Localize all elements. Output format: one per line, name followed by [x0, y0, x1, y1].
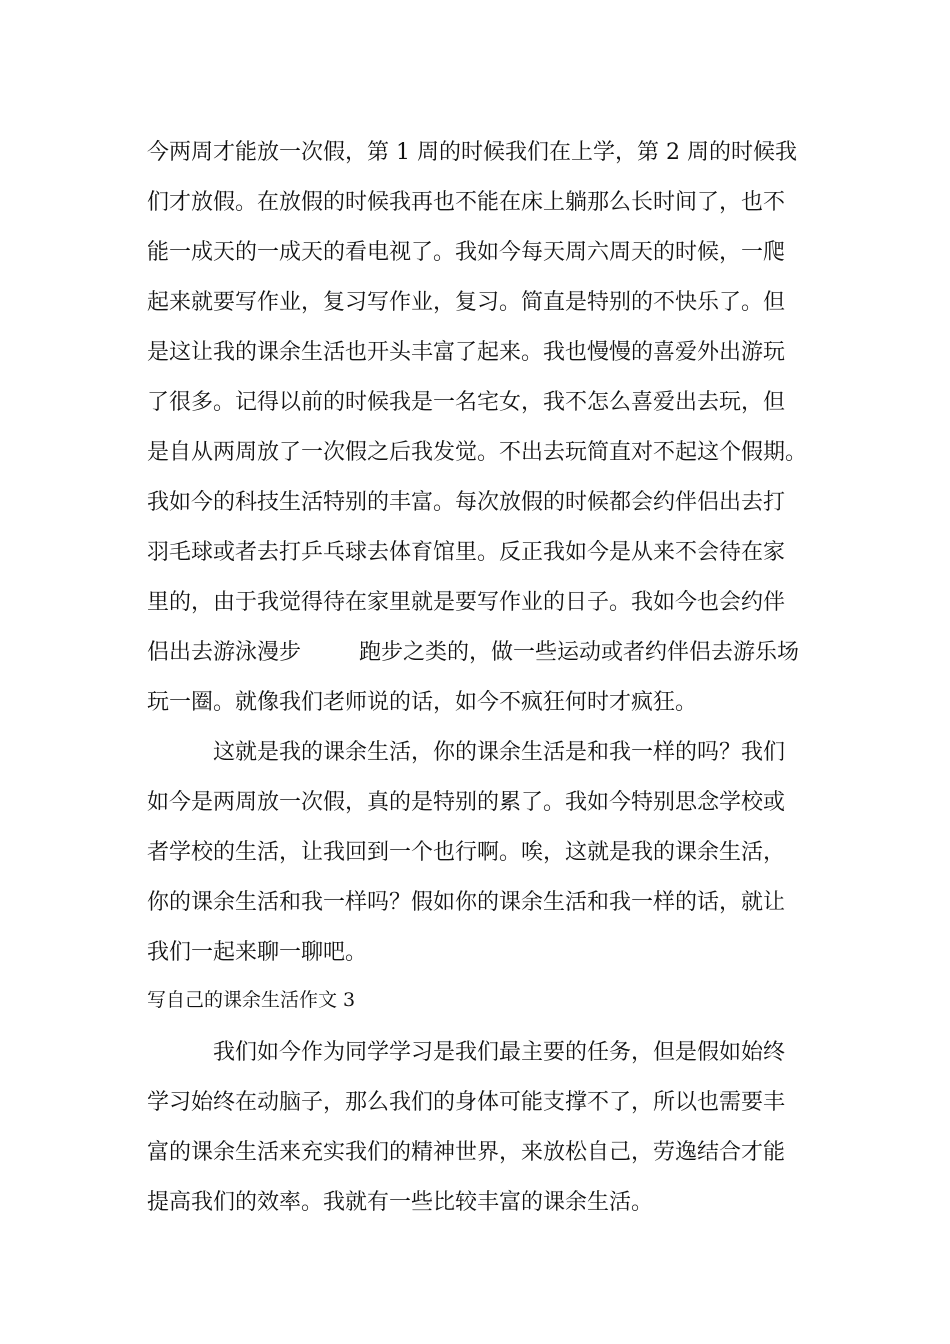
- text-line: 羽毛球或者去打乒乓球去体育馆里。反正我如今是从来不会待在家: [147, 540, 786, 565]
- text-fragment: 侣出去游泳漫步: [147, 640, 302, 665]
- text-line: 学习始终在动脑子，那么我们的身体可能支撑不了，所以也需要丰: [147, 1090, 786, 1115]
- text-line: 今两周才能放一次假，第 1 周的时候我们在上学，第 2 周的时候我: [147, 140, 797, 165]
- text-line: 这就是我的课余生活，你的课余生活是和我一样的吗？我们: [213, 740, 786, 765]
- text-line: 富的课余生活来充实我们的精神世界，来放松自己，劳逸结合才能: [147, 1140, 786, 1165]
- text-line: 者学校的生活，让我回到一个也行啊。唉，这就是我的课余生活，: [147, 840, 786, 865]
- text-line: 起来就要写作业，复习写作业，复习。简直是特别的不快乐了。但: [147, 290, 786, 315]
- text-line: 我们一起来聊一聊吧。: [147, 940, 368, 965]
- text-line: 如今是两周放一次假，真的是特别的累了。我如今特别思念学校或: [147, 790, 786, 815]
- text-line: 是自从两周放了一次假之后我发觉。不出去玩简直对不起这个假期。: [147, 440, 808, 465]
- text-line: 玩一圈。就像我们老师说的话，如今不疯狂何时才疯狂。: [147, 690, 698, 715]
- text-line: 里的，由于我觉得待在家里就是要写作业的日子。我如今也会约伴: [147, 590, 786, 615]
- paragraph-1: [147, 128, 827, 728]
- text-line: [147, 628, 827, 678]
- text-line: 我们如今作为同学学习是我们最主要的任务，但是假如始终: [213, 1040, 786, 1065]
- text-fragment: 跑步之类的，做一些运动或者约伴侣去游乐场: [359, 640, 800, 665]
- text-line: 了很多。记得以前的时候我是一名宅女，我不怎么喜爱出去玩，但: [147, 390, 786, 415]
- text-line: 是这让我的课余生活也开头丰富了起来。我也慢慢的喜爱外出游玩: [147, 340, 786, 365]
- paragraph-3: [147, 1028, 827, 1228]
- text-line: 你的课余生活和我一样吗？假如你的课余生活和我一样的话，就让: [147, 890, 786, 915]
- paragraph-2: [147, 728, 827, 978]
- section-heading: 写自己的课余生活作文 3: [147, 989, 356, 1011]
- text-line: 我如今的科技生活特别的丰富。每次放假的时候都会约伴侣出去打: [147, 490, 786, 515]
- text-line: 们才放假。在放假的时候我再也不能在床上躺那么长时间了，也不: [147, 190, 786, 215]
- text-line: 能一成天的一成天的看电视了。我如今每天周六周天的时候，一爬: [147, 240, 786, 265]
- text-line: 提高我们的效率。我就有一些比较丰富的课余生活。: [147, 1190, 654, 1215]
